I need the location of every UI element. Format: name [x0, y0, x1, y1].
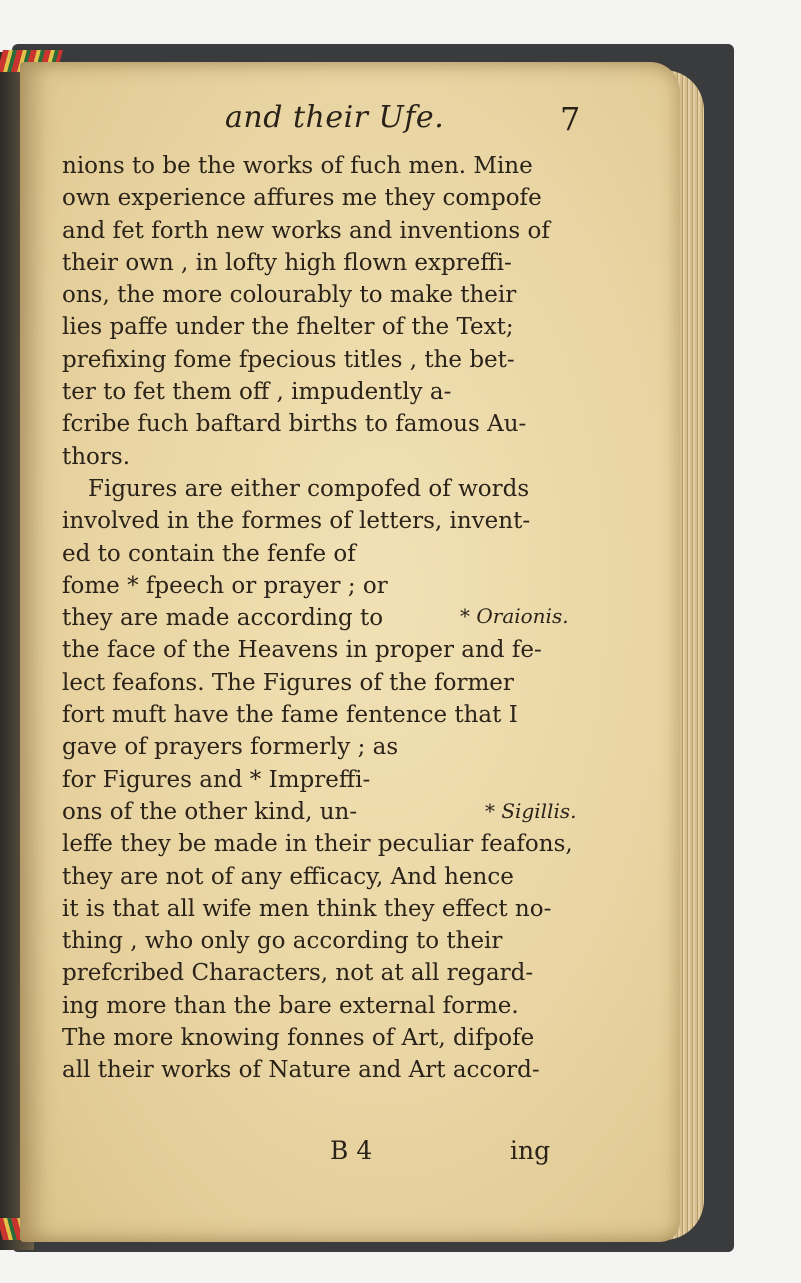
text-line: they are made according to: [62, 605, 384, 632]
text-line: for Figures and * Impreffi-: [62, 766, 371, 793]
text-line: ing more than the bare external forme.: [62, 992, 519, 1019]
signature-mark: B 4: [330, 1136, 373, 1165]
text-line: lect feafons. The Figures of the former: [62, 669, 514, 696]
text-line: all their works of Nature and Art accord-: [62, 1057, 540, 1084]
margin-note-sigillis: * Sigillis.: [485, 799, 577, 823]
text-line: fome * fpeech or prayer ; or: [62, 572, 388, 599]
page-header: [225, 100, 615, 144]
text-line: The more knowing fonnes of Art, difpofe: [62, 1025, 535, 1052]
text-line: Figures are either compofed of words: [88, 475, 530, 502]
text-line: it is that all wife men think they effect no-: [62, 895, 552, 922]
text-line: fort muft have the fame fentence that I: [62, 702, 518, 729]
text-line: prefixing fome fpecious titles , the bet-: [62, 346, 515, 373]
text-line: ons of the other kind, un-: [62, 798, 358, 825]
text-line: own experience affures me they compofe: [62, 185, 542, 212]
text-line: ed to contain the fenfe of: [62, 540, 356, 567]
text-line: their own , in lofty high flown expreffi-: [62, 249, 512, 276]
text-line: lies paffe under the fhelter of the Text;: [62, 314, 514, 341]
text-line: gave of prayers formerly ; as: [62, 734, 399, 761]
margin-note-oraionis: * Oraionis.: [460, 604, 569, 628]
text-line: nions to be the works of fuch men. Mine: [62, 153, 533, 179]
catchword: ing: [510, 1136, 551, 1165]
text-line: fcribe fuch baftard births to famous Au-: [62, 411, 527, 438]
text-line: ons, the more colourably to make their: [62, 282, 517, 309]
running-head: and their Ufe.: [225, 100, 445, 135]
text-line: thing , who only go according to their: [62, 928, 503, 955]
text-line: ter to fet them off , impudently a-: [62, 379, 452, 406]
text-line: involved in the formes of letters, invent-: [62, 508, 531, 535]
text-line: prefcribed Characters, not at all regard-: [62, 960, 534, 987]
text-line: they are not of any efficacy, And hence: [62, 863, 514, 890]
text-line: thors.: [62, 443, 131, 470]
text-line: and fet forth new works and inventions of: [62, 217, 550, 244]
text-line: leffe they be made in their peculiar feafons,: [62, 831, 573, 858]
page-number: 7: [560, 100, 581, 138]
text-line: the face of the Heavens in proper and fe-: [62, 637, 542, 664]
